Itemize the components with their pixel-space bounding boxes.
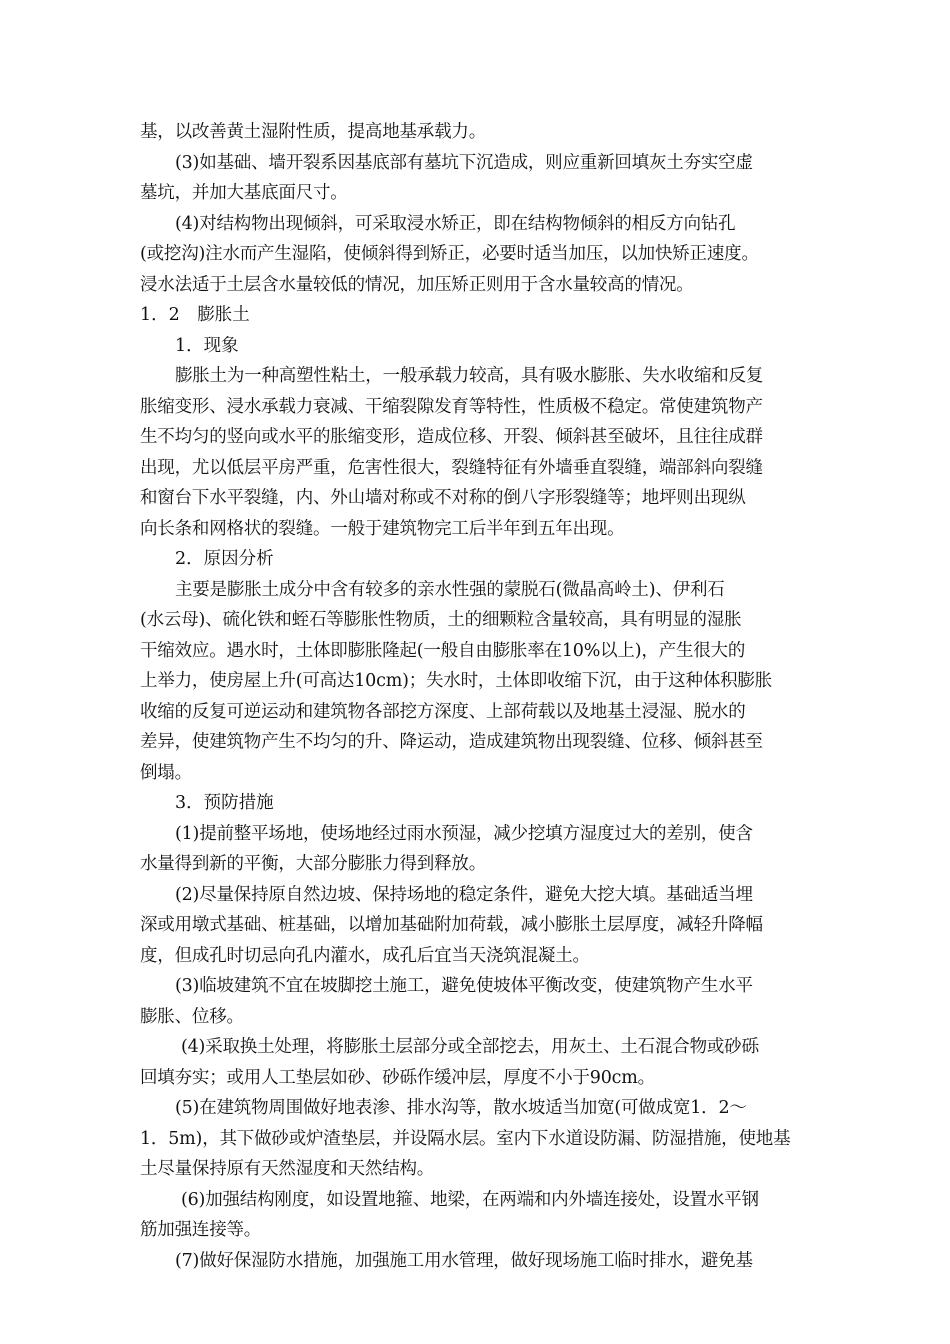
text-line [0, 849, 950, 879]
text-line [0, 209, 950, 239]
line-text: 筋加强连接等。 [140, 1220, 262, 1240]
line-text: 倒塌。 [140, 763, 192, 783]
line-text: 水量得到新的平衡，大部分膨胀力得到释放。 [140, 854, 486, 874]
text-line [0, 697, 950, 727]
line-text: 上举力，使房屋上升(可高达10cm)；失水时，土体即收缩下沉，由于这种体积膨胀 [140, 671, 773, 691]
line-text: (3)如基础、墙开裂系因基底部有墓坑下沉造成，则应重新回填灰土夯实空虚 [175, 153, 753, 173]
text-line [0, 514, 950, 544]
line-text: 干缩效应。遇水时，土体即膨胀隆起(一般自由膨胀率在10%以上)，产生很大的 [140, 641, 746, 661]
text-line [0, 666, 950, 696]
text-line [0, 1093, 950, 1123]
text-line [0, 727, 950, 757]
line-text: (4)采取换土处理，将膨胀土层部分或全部挖去，用灰土、土石混合物或砂砾 [181, 1037, 759, 1057]
text-line [0, 148, 950, 178]
text-line [0, 392, 950, 422]
line-text: (3)临坡建筑不宜在坡脚挖土施工，避免使坡体平衡改变，使建筑物产生水平 [175, 976, 753, 996]
line-text: 膨胀、位移。 [140, 1007, 244, 1027]
line-text: 和窗台下水平裂缝，内、外山墙对称或不对称的倒八字形裂缝等；地坪则出现纵 [140, 488, 746, 508]
line-text: 主要是膨胀土成分中含有较多的亲水性强的蒙脱石(微晶高岭土)、伊利石 [175, 580, 725, 600]
subsection-heading-text: 1．现象 [175, 336, 239, 356]
line-text: 度，但成孔时切忌向孔内灌水，成孔后宜当天浇筑混凝土。 [140, 946, 590, 966]
subsection-heading [0, 788, 950, 818]
subsection-heading-text: 3．预防措施 [175, 793, 274, 813]
line-text: 墓坑，并加大基底面尺寸。 [140, 183, 348, 203]
text-line [0, 1032, 950, 1062]
text-line [0, 819, 950, 849]
line-text: (1)提前整平场地，使场地经过雨水预湿，减少挖填方湿度过大的差别，使含 [175, 824, 753, 844]
line-text: 收缩的反复可逆运动和建筑物各部挖方深度、上部荷载以及地基土浸湿、脱水的 [140, 702, 746, 722]
text-line [0, 1215, 950, 1245]
line-text: 1．5m)，其下做砂或炉渣垫层，并设隔水层。室内下水道设防漏、防湿措施，使地基 [140, 1129, 791, 1149]
line-text: 出现，尤以低层平房严重，危害性很大，裂缝特征有外墙垂直裂缝，端部斜向裂缝 [140, 458, 763, 478]
line-text: 胀缩变形、浸水承载力衰减、干缩裂隙发育等特性，性质极不稳定。常使建筑物产 [140, 397, 763, 417]
line-text: (4)对结构物出现倾斜，可采取浸水矫正，即在结构物倾斜的相反方向钻孔 [175, 214, 736, 234]
text-line [0, 910, 950, 940]
text-line [0, 1063, 950, 1093]
line-text: (5)在建筑物周围做好地表渗、排水沟等，散水坡适当加宽(可做成宽1．2～ [175, 1098, 747, 1118]
text-line [0, 483, 950, 513]
line-text: 浸水法适于土层含水量较低的情况，加压矫正则用于含水量较高的情况。 [140, 275, 694, 295]
line-text: 生不均匀的竖向或水平的胀缩变形，造成位移、开裂、倾斜甚至破坏，且往往成群 [140, 427, 763, 447]
text-line [0, 1154, 950, 1184]
text-line [0, 453, 950, 483]
line-text: 回填夯实；或用人工垫层如砂、砂砾作缓冲层，厚度不小于90cm。 [140, 1068, 655, 1088]
line-text: (6)加强结构刚度，如设置地箍、地梁，在两端和内外墙连接处，设置水平钢 [181, 1190, 759, 1210]
section-heading-text: 1．2 膨胀土 [140, 305, 250, 325]
text-line [0, 636, 950, 666]
text-line [0, 941, 950, 971]
text-line [0, 178, 950, 208]
line-text: 基，以改善黄土湿附性质，提高地基承载力。 [140, 122, 486, 142]
text-line [0, 1124, 950, 1154]
line-text: 向长条和网格状的裂缝。一般于建筑物完工后半年到五年出现。 [140, 519, 625, 539]
line-text: (2)尽量保持原自然边坡、保持场地的稳定条件，避免大挖大填。基础适当埋 [175, 885, 753, 905]
text-line [0, 880, 950, 910]
text-line [0, 270, 950, 300]
subsection-heading [0, 331, 950, 361]
text-line [0, 575, 950, 605]
text-line [0, 605, 950, 635]
section-heading [0, 300, 950, 330]
text-line [0, 758, 950, 788]
text-line [0, 117, 950, 147]
text-line [0, 422, 950, 452]
line-text: 深或用墩式基础、桩基础，以增加基础附加荷载，减小膨胀土层厚度，减轻升降幅 [140, 915, 763, 935]
line-text: 差异，使建筑物产生不均匀的升、降运动，造成建筑物出现裂缝、位移、倾斜甚至 [140, 732, 763, 752]
text-line [0, 971, 950, 1001]
text-line [0, 239, 950, 269]
text-line [0, 1185, 950, 1215]
line-text: (7)做好保湿防水措施，加强施工用水管理，做好现场施工临时排水，避免基 [175, 1251, 753, 1271]
line-text: 膨胀土为一种高塑性粘土，一般承载力较高，具有吸水膨胀、失水收缩和反复 [175, 366, 764, 386]
subsection-heading [0, 544, 950, 574]
line-text: 土尽量保持原有天然湿度和天然结构。 [140, 1159, 435, 1179]
subsection-heading-text: 2．原因分析 [175, 549, 274, 569]
text-line [0, 1002, 950, 1032]
text-line [0, 361, 950, 391]
text-line [0, 1246, 950, 1276]
line-text: (水云母)、硫化铁和蛭石等膨胀性物质，土的细颗粒含量较高，具有明显的湿胀 [140, 610, 742, 630]
line-text: (或挖沟)注水而产生湿陷，使倾斜得到矫正，必要时适当加压，以加快矫正速度。 [140, 244, 759, 264]
